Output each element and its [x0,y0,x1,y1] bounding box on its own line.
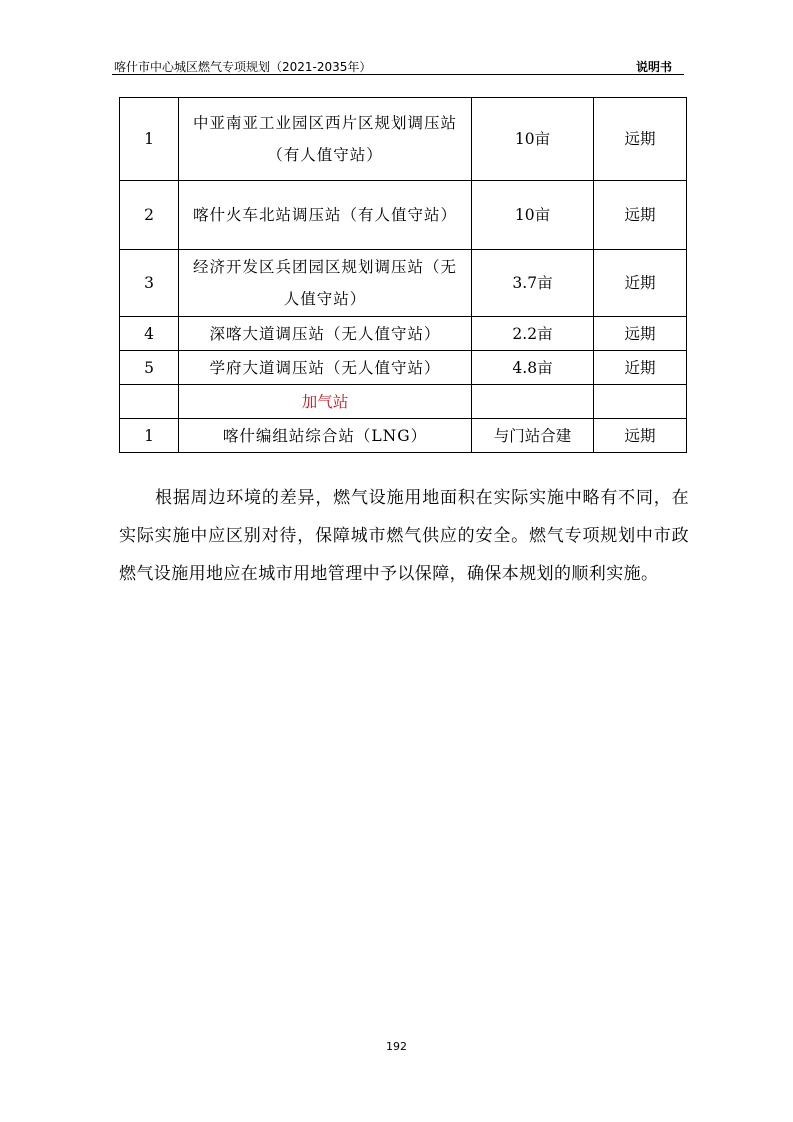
facility-name: 学府大道调压站（无人值守站） [179,351,472,385]
construction-phase: 远期 [594,98,687,181]
row-number: 2 [120,181,179,250]
construction-phase: 远期 [594,181,687,250]
row-number: 4 [120,317,179,351]
page-header [112,56,684,76]
land-area: 10亩 [472,181,594,250]
row-number: 1 [120,419,179,453]
facility-name: 深喀大道调压站（无人值守站） [179,317,472,351]
table-row [120,351,687,385]
facility-name: 经济开发区兵团园区规划调压站（无人值守站） [179,250,472,317]
facility-name: 喀什编组站综合站（LNG） [179,419,472,453]
table-section-row [120,385,687,419]
table-row [120,98,687,181]
table-row [120,181,687,250]
construction-phase: 近期 [594,351,687,385]
gas-facility-table [119,97,687,453]
table-row [120,317,687,351]
construction-phase: 远期 [594,317,687,351]
facility-name: 喀什火车北站调压站（有人值守站） [179,181,472,250]
empty-cell [472,385,594,419]
construction-phase: 远期 [594,419,687,453]
row-number: 5 [120,351,179,385]
section-label: 加气站 [179,385,472,419]
document-title: 喀什市中心城区燃气专项规划（2021-2035年） [114,60,372,74]
facility-name: 中亚南亚工业园区西片区规划调压站（有人值守站） [179,98,472,181]
document-type-label: 说明书 [635,60,672,74]
land-area: 与门站合建 [472,419,594,453]
land-area: 4.8亩 [472,351,594,385]
header-rule [112,74,684,75]
land-area: 10亩 [472,98,594,181]
row-number: 3 [120,250,179,317]
empty-cell [594,385,687,419]
construction-phase: 近期 [594,250,687,317]
land-area: 3.7亩 [472,250,594,317]
empty-cell [120,385,179,419]
table-row [120,419,687,453]
body-paragraph: 根据周边环境的差异，燃气设施用地面积在实际实施中略有不同，在实际实施中应区别对待，保障城市燃气供应的安全。燃气专项规划中市政燃气设施用地应在城市用地管理中予以保障，确保本规划的顺利实施。 [119,488,689,584]
row-number: 1 [120,98,179,181]
land-area: 2.2亩 [472,317,594,351]
table-row [120,250,687,317]
page-number: 192 [386,1040,407,1053]
